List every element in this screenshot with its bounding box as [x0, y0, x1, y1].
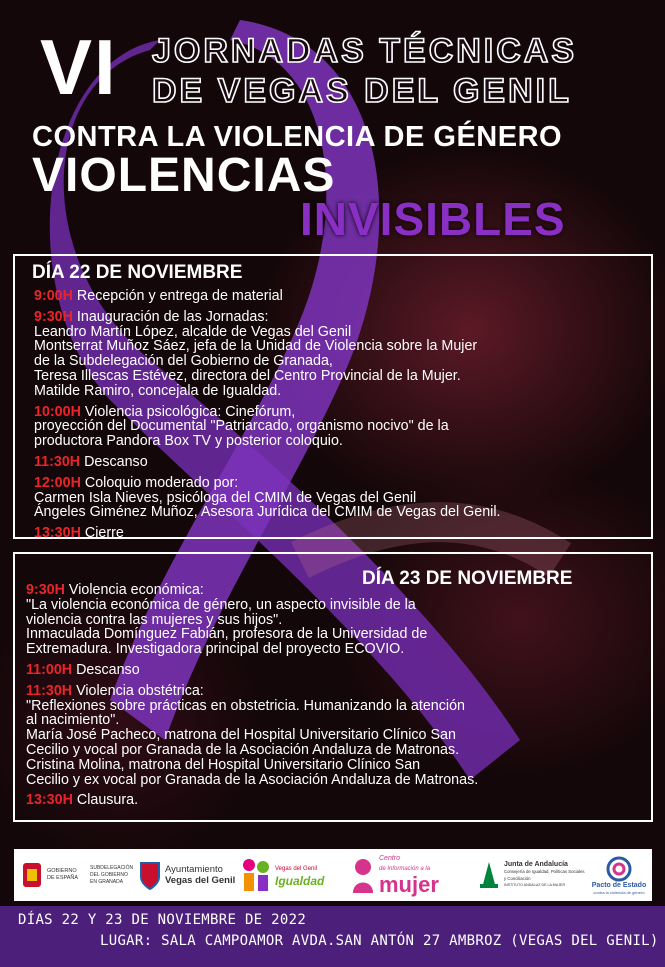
- schedule-item: [34, 526, 500, 541]
- schedule-item-heading: [34, 455, 500, 470]
- schedule-text: Descanso: [72, 661, 140, 678]
- schedule-time: 12:00H: [34, 474, 81, 491]
- title-line-3: CONTRA LA VIOLENCIA DE GÉNERO: [32, 121, 563, 153]
- gobierno-logo: [20, 849, 90, 901]
- schedule-text: Extremadura. Investigadora principal del proyecto ECOVIO.: [26, 641, 405, 658]
- day1-title: DÍA 22 DE NOVIEMBRE: [32, 262, 243, 283]
- footer-dates: DÍAS 22 Y 23 DE NOVIEMBRE DE 2022: [18, 912, 307, 928]
- junta-text-4: INSTITUTO ANDALUZ DE LA MUJER: [504, 883, 566, 887]
- schedule-text: Ángeles Giménez Muñoz, Asesora Jurídica del CMIM de Vegas del Genil.: [34, 504, 501, 521]
- sponsor-logos-strip: [14, 849, 652, 901]
- junta-text-3: y Conciliación: [504, 876, 531, 881]
- schedule-item: [34, 405, 500, 449]
- schedule-text: Cecilio y vocal por Granada de la Asociación Andaluza de Matronas.: [26, 741, 460, 758]
- ayuntamiento-logo: [138, 849, 238, 901]
- igualdad-text-2: Igualdad: [275, 874, 325, 888]
- igualdad-figures-icon: [239, 855, 273, 895]
- schedule-text: productora Pandora Box TV y posterior coloquio.: [34, 433, 343, 450]
- schedule-text: Cierre: [80, 525, 124, 542]
- centro-text-1: Centro: [379, 855, 401, 862]
- schedule-item: [34, 289, 500, 304]
- schedule-item: [26, 684, 478, 788]
- subdelegacion-logo: [90, 849, 144, 901]
- schedule-item-heading: [26, 793, 478, 808]
- schedule-time: 11:30H: [26, 682, 73, 699]
- junta-text-1: Junta de Andalucía: [504, 861, 568, 868]
- schedule-item-heading: [34, 310, 500, 325]
- schedule-item-line: [26, 758, 478, 773]
- schedule-item-line: [26, 743, 478, 758]
- subdel-text-3: EN GRANADA: [90, 878, 124, 885]
- igualdad-text-1: Vegas del Genil: [275, 866, 318, 872]
- schedule-item-line: [26, 713, 478, 728]
- schedule-text: Violencia obstétrica:: [72, 682, 204, 699]
- schedule-text: Montserrat Muñoz Sáez, jefa de la Unidad de Violencia sobre la Mujer: [34, 338, 478, 355]
- schedule-time: 13:30H: [34, 525, 81, 542]
- schedule-text: Cecilio y ex vocal por Granada de la Asociación Andaluza de Matronas.: [26, 771, 479, 788]
- schedule-text: Clausura.: [72, 792, 139, 809]
- pacto-text-2: contra la violencia de género: [593, 889, 645, 895]
- schedule-time: 13:30H: [26, 792, 73, 809]
- schedule-text: al nacimiento".: [26, 712, 120, 729]
- schedule-item-line: [34, 325, 500, 340]
- schedule-item: [34, 476, 500, 520]
- schedule-item-line: [34, 419, 500, 434]
- schedule-item-heading: [34, 405, 500, 420]
- junta-text-2: Consejería de Igualdad, Políticas Sociales: [504, 869, 585, 874]
- schedule-text: Inmaculada Domínguez Fabián, profesora de la Universidad de: [26, 626, 428, 643]
- schedule-text: Matilde Ramiro, concejala de Igualdad.: [34, 382, 282, 399]
- day2-title: DÍA 23 DE NOVIEMBRE: [362, 568, 573, 589]
- schedule-text: Coloquio moderado por:: [80, 474, 239, 491]
- schedule-item-heading: [34, 526, 500, 541]
- ayto-text-2: Vegas del Genil: [165, 875, 236, 886]
- schedule-item-line: [26, 613, 478, 628]
- schedule-text: Carmen Isla Nieves, psicóloga del CMIM de Vegas del Genil: [34, 489, 417, 506]
- edition-numeral: VI: [40, 23, 118, 111]
- schedule-time: 9:00H: [34, 288, 73, 304]
- subdel-text-2: DEL GOBIERNO: [90, 871, 128, 878]
- schedule-text: Descanso: [80, 453, 148, 470]
- centro-mujer-logo: [349, 849, 469, 901]
- coat-of-arms-icon: [20, 860, 44, 890]
- schedule-item-line: [26, 627, 478, 642]
- day1-schedule: [34, 289, 500, 547]
- schedule-item-line: [34, 434, 500, 449]
- schedule-text: "Reflexiones sobre prácticas en obstetricia. Humanizando la atención: [26, 697, 465, 714]
- title-violencias: VIOLENCIAS: [32, 149, 336, 202]
- schedule-text: Teresa Illescas Estévez, directora del Centro Provincial de la Mujer.: [34, 367, 461, 384]
- subdel-text-1: SUBDELEGACIÓN: [90, 864, 134, 871]
- schedule-time: 9:30H: [34, 308, 73, 325]
- footer-bar: [0, 906, 665, 967]
- schedule-item-line: [26, 699, 478, 714]
- schedule-item-heading: [34, 289, 500, 304]
- schedule-item: [26, 663, 478, 678]
- schedule-text: "La violencia económica de género, un aspecto invisible de la: [26, 596, 416, 613]
- pacto-text-1: Pacto de Estado: [591, 881, 647, 889]
- schedule-item: [34, 310, 500, 399]
- schedule-time: 11:30H: [34, 453, 81, 470]
- schedule-item-line: [34, 369, 500, 384]
- junta-emblem-icon: [476, 858, 502, 892]
- schedule-item: [34, 455, 500, 470]
- schedule-item-line: [34, 505, 500, 520]
- igualdad-logo: [239, 849, 339, 901]
- schedule-item-line: [26, 728, 478, 743]
- schedule-text: Recepción y entrega de material: [72, 288, 283, 304]
- schedule-text: de la Subdelegación del Gobierno de Granada,: [34, 353, 333, 370]
- pacto-circles-icon: [604, 856, 634, 882]
- ayto-text-1: Ayuntamiento: [165, 864, 223, 875]
- schedule-text: Inauguración de las Jornadas:: [72, 308, 269, 325]
- title-line-1: JORNADAS TÉCNICAS: [152, 32, 578, 70]
- schedule-text: Violencia psicológica: Cinefórum,: [80, 403, 296, 420]
- schedule-text: proyección del Documental "Patriarcado, organismo nocivo" de la: [34, 418, 449, 435]
- pacto-logo: [588, 849, 650, 901]
- title-line-2: DE VEGAS DEL GENIL: [152, 72, 572, 110]
- schedule-item-line: [34, 339, 500, 354]
- schedule-text: violencia contra las mujeres y sus hijos".: [26, 611, 283, 628]
- schedule-text: María José Pacheco, matrona del Hospital Universitario Clínico San: [26, 727, 456, 744]
- schedule-item-heading: [26, 583, 478, 598]
- schedule-time: 11:00H: [26, 661, 73, 678]
- schedule-item-heading: [26, 663, 478, 678]
- schedule-item-heading: [26, 684, 478, 699]
- schedule-time: 10:00H: [34, 403, 81, 420]
- schedule-text: Violencia económica:: [64, 582, 204, 598]
- mujer-text: mujer: [379, 872, 439, 897]
- woman-silhouette-icon: [349, 855, 377, 895]
- schedule-item: [26, 793, 478, 808]
- schedule-text: Leandro Martín López, alcalde de Vegas del Genil: [34, 323, 352, 340]
- schedule-item-line: [26, 598, 478, 613]
- footer-venue: LUGAR: SALA CAMPOAMOR AVDA.SAN ANTÓN 27 AMBROZ (VEGAS DEL GENIL): [100, 933, 659, 949]
- shield-icon: [138, 859, 162, 891]
- schedule-item-line: [26, 773, 478, 788]
- schedule-item-heading: [34, 476, 500, 491]
- gobierno-text-2: DE ESPAÑA: [47, 875, 79, 881]
- schedule-time: 9:30H: [26, 582, 65, 598]
- day2-schedule: [26, 583, 478, 814]
- gobierno-text-1: GOBIERNO: [47, 868, 77, 874]
- junta-logo: [476, 849, 586, 901]
- centro-text-2: de Información a la: [379, 866, 431, 872]
- schedule-item-line: [26, 642, 478, 657]
- title-invisibles: INVISIBLES: [300, 193, 566, 245]
- schedule-item-line: [34, 384, 500, 399]
- schedule-item: [26, 583, 478, 657]
- schedule-text: Cristina Molina, matrona del Hospital Universitario Clínico San: [26, 756, 421, 773]
- schedule-item-line: [34, 354, 500, 369]
